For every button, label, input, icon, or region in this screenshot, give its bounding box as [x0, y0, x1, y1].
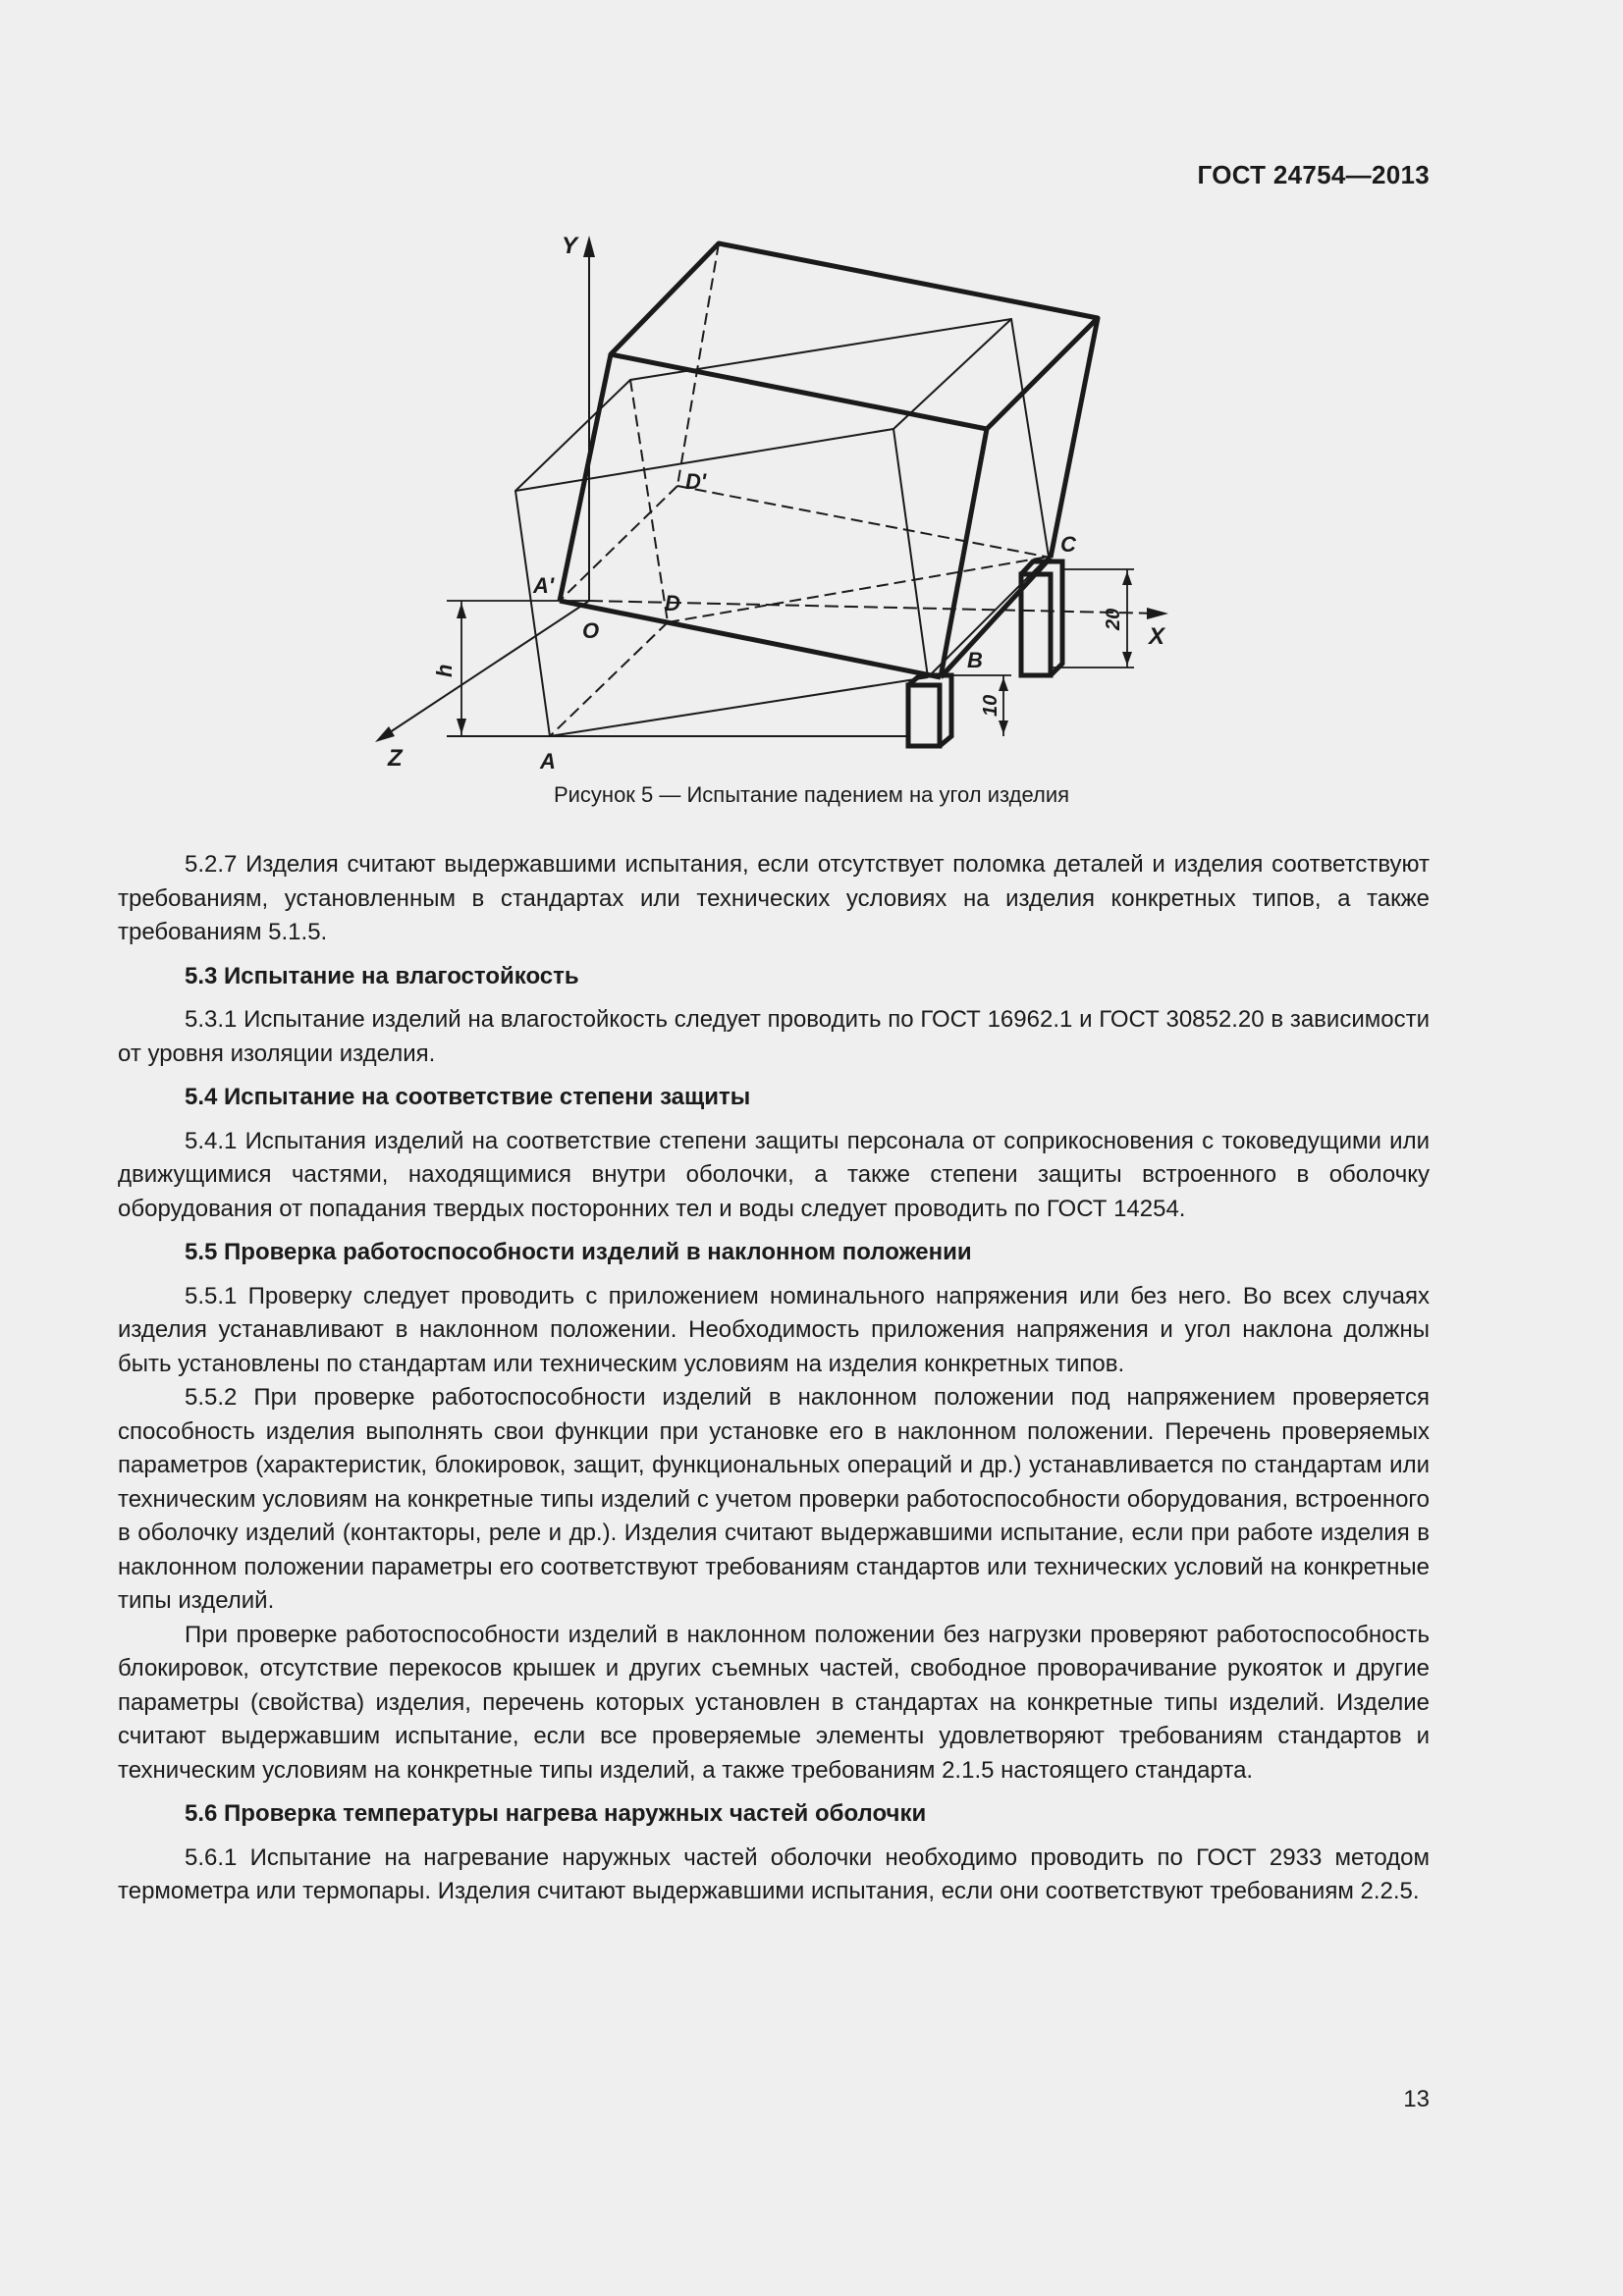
heading-5-3: 5.3 Испытание на влагостойкость [185, 962, 579, 989]
box-original-hidden [550, 380, 1049, 736]
label-b: B [967, 648, 983, 672]
label-dim-20: 20 [1103, 608, 1124, 630]
label-x: X [1149, 623, 1165, 650]
box-raised-bottom-front [560, 601, 941, 677]
box-raised-right-edge [941, 429, 987, 677]
paragraph-5-6-1: 5.6.1 Испытание на нагревание наружных частей оболочки необходимо проводить по ГОСТ 2933 методом термометра или термопары. Изделия считают выдержавшими испытания, если они соответствуют требованиям 2.2.5. [118, 1843, 1430, 1904]
label-h: h [432, 664, 457, 677]
paragraph-5-5-2: 5.5.2 При проверке работоспособности изделий в наклонном положении под напряжением проверяется способность изделия выполнять свои функции при установке его в наклонном положении. Перечень проверяемых параметров (характеристик, блокировок, защит, функциональных операций и др.) устанавливается по стандартам или техническим условиям на конкретные типы изделий с учетом проверки работоспособности оборудования, встроенного в оболочку изделий (контакторы, реле и др.). Изделия считают выдержавшими испытание, если при работе изделия в наклонном положении параметры его соответствуют требованиям стандартов или технических условий на конкретные типы изделий. [118, 1384, 1430, 1614]
figure-drop-test-diagram [353, 221, 1237, 780]
heading-5-5: 5.5 Проверка работоспособности изделий в наклонном положении [185, 1239, 972, 1265]
box-original-right-edge [893, 429, 928, 677]
box-raised-outline [560, 243, 1098, 601]
paragraph-5-4-1: 5.4.1 Испытания изделий на соответствие степени защиты персонала от соприкосновения с токоведущими или движущимися частями, находящимися внутри оболочки, а также степени защиты встроенного в оболочку оборудования от попадания твердых посторонних тел и воды следует проводить по ГОСТ 14254. [118, 1127, 1430, 1222]
dimension-arrows [457, 571, 1132, 734]
support-20 [1021, 574, 1051, 675]
paragraph-5-5-2-continued: При проверке работоспособности изделий в наклонном положении без нагрузки проверяют работоспособность блокировок, отсутствие перекосов крышек и других съемных частей, свободное проворачивание рукояток и другие параметры (свойства) изделия, перечень которых установлен в стандартах на конкретные типы изделий. Изделие считают выдержавшим испытание, если все проверяемые элементы удовлетворяют требованиям стандартов и техническим условиям на конкретные типы изделий, а также требованиям 2.1.5 настоящего стандарта. [118, 1621, 1430, 1784]
page-number: 13 [1403, 2086, 1430, 2112]
z-axis [381, 601, 589, 738]
label-d-prime: D' [685, 469, 707, 494]
heading-5-4: 5.4 Испытание на соответствие степени защиты [185, 1084, 751, 1110]
drop-test-svg [353, 221, 1237, 780]
label-a-prime: A' [533, 573, 555, 598]
x-axis-arrow [1147, 608, 1168, 619]
paragraph-5-2-7: 5.2.7 Изделия считают выдержавшими испытания, если отсутствует поломка деталей и изделия соответствуют требованиям, установленным в стандартах или технических условиях на изделия конкретных типов, а также требованиям 5.1.5. [118, 851, 1430, 945]
label-dim-10: 10 [980, 694, 1001, 717]
label-a: A [540, 749, 556, 774]
supports [908, 561, 1062, 746]
paragraph-5-5-1: 5.5.1 Проверку следует проводить с приложением номинального напряжения или без него. Во всех случаях изделия устанавливают в наклонном положении. Необходимость приложения напряжения и угол наклона должны быть установлены по стандартам или техническим условиям на изделия конкретных типов. [118, 1282, 1430, 1377]
body-text [118, 848, 1430, 1909]
label-o: O [582, 618, 600, 643]
document-header: ГОСТ 24754—2013 [1197, 160, 1430, 189]
hidden-edge-2 [550, 622, 668, 736]
label-z: Z [388, 745, 403, 772]
label-c: C [1060, 532, 1076, 557]
z-axis-arrow [375, 726, 395, 742]
box-raised-top-front [611, 354, 987, 429]
heading-5-6: 5.6 Проверка температуры нагрева наружных частей оболочки [185, 1800, 927, 1827]
box-raised [560, 243, 1098, 677]
box-raised-hidden [560, 243, 1051, 601]
figure-caption: Рисунок 5 — Испытание падением на угол изделия [553, 782, 1070, 807]
box-original-bottom-front [550, 677, 928, 736]
label-y: Y [562, 233, 578, 259]
raised-hidden-2 [560, 486, 677, 601]
paragraph-5-3-1: 5.3.1 Испытание изделий на влагостойкость следует проводить по ГОСТ 16962.1 и ГОСТ 30852.20 в зависимости от уровня изоляции изделия. [118, 1006, 1430, 1067]
support-10 [908, 685, 940, 746]
label-d: D [665, 591, 680, 615]
raised-hidden-3 [677, 486, 1051, 558]
y-axis-arrow [583, 236, 595, 257]
